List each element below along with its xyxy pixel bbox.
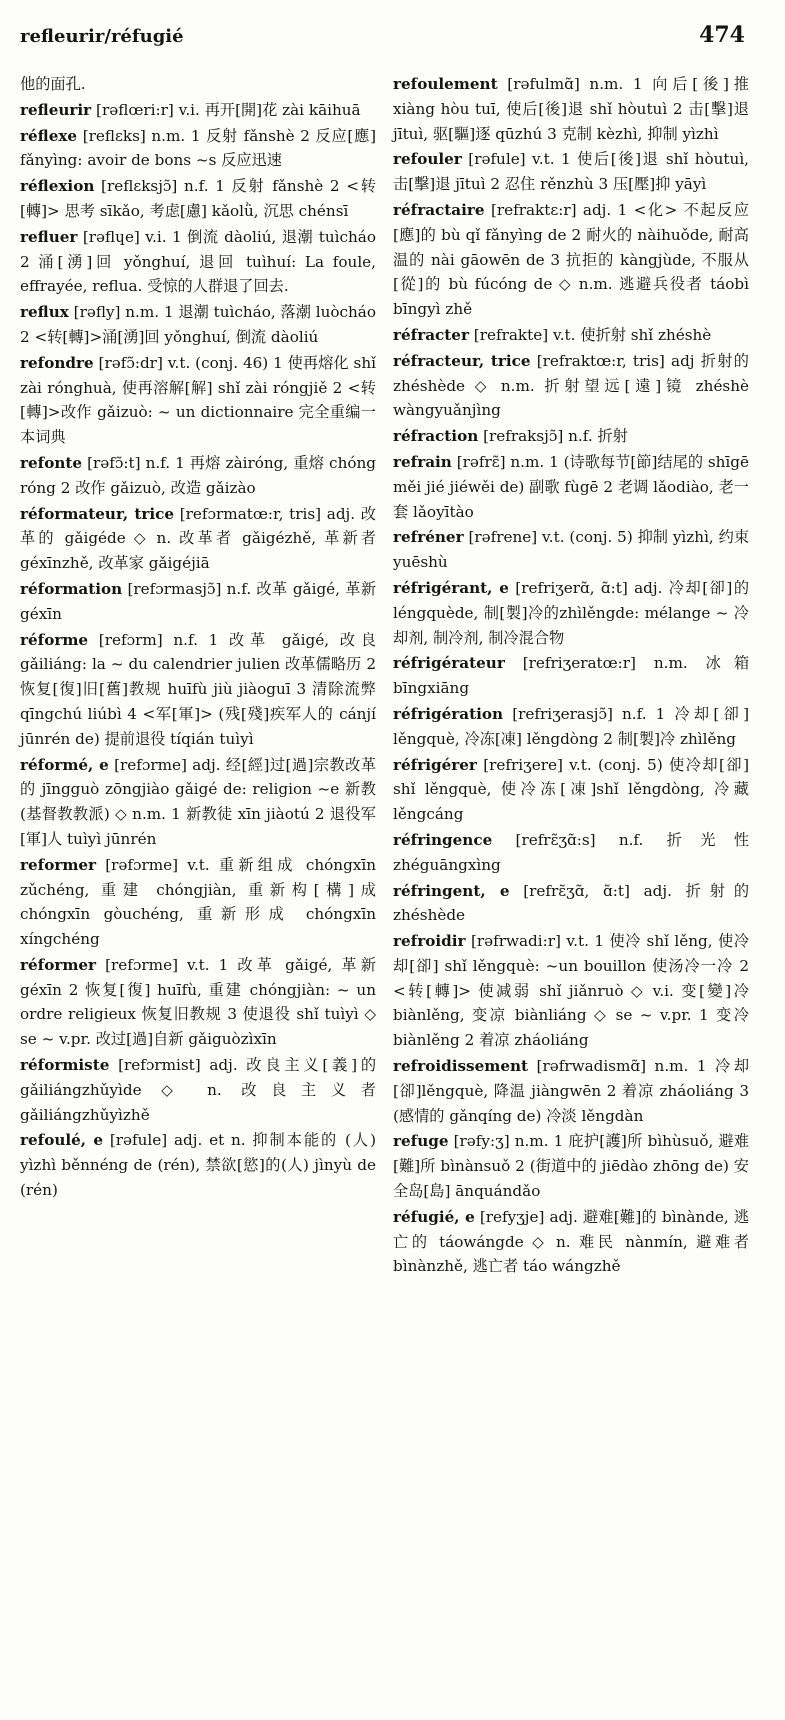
entry-definition: [rəfɔrme] v.t. 重新组成 chóngxīn zǔchéng, 重建 chóngjiàn, 重新构[構]成 chóngxīn gòuchéng, 重新形成 chóngxīn xíngchéng <box>20 855 377 949</box>
dictionary-entry <box>393 198 749 322</box>
dictionary-entry <box>393 1205 749 1279</box>
entry-definition: [refɔrmist] adj. 改良主义[義]的 gǎiliángzhǔyìde ◇ n. 改良主义者 gǎiliángzhǔyìzhě <box>20 1056 377 1124</box>
entry-definition: [rəflœri:r] v.i. 再开[開]花 zài kāihuā <box>96 100 361 119</box>
entry-definition: [rəfulmɑ̃] n.m. 1 向后[後]推 xiàng hòu tuī, 使后[後]退 shǐ hòutuì 2 击[擊]退 jītuì, 驱[驅]逐 qūzhú 3 克制 kèzhì, 抑制 yìzhì <box>393 75 749 143</box>
entry-definition: [rəflɥe] v.i. 1 倒流 dàoliú, 退潮 tuìcháo 2 涌[湧]回 yǒnghuí, 退回 tuìhuí: La foule, effrayée, reflua. 受惊的人群退了回去. <box>20 227 377 296</box>
entry-headword: réforme <box>20 630 89 649</box>
entry-headword: reformer <box>20 855 97 874</box>
dictionary-entry <box>393 525 749 575</box>
dictionary-entry <box>393 323 749 348</box>
entry-headword: réformer <box>20 955 97 974</box>
entry-headword: refuge <box>393 1132 449 1151</box>
dictionary-entry <box>20 1128 376 1202</box>
dictionary-entry <box>20 351 376 450</box>
entry-definition: [rəfy:ʒ] n.m. 1 庇护[護]所 bìhùsuǒ, 避难[難]所 bìnànsuǒ 2 (街道中的 jiēdào zhōng de) 安全岛[島] ānquándǎo <box>393 1132 750 1201</box>
dictionary-entry <box>20 451 376 501</box>
entry-headword: réformateur, trice <box>20 504 175 523</box>
entry-headword: refonte <box>20 453 83 472</box>
page-header <box>20 22 745 62</box>
entry-headword: refoulement <box>393 75 498 93</box>
dictionary-entry <box>393 72 749 146</box>
entry-definition: [refrɛ̃ʒɑ̃:s] n.f. 折光性 zhéguāngxìng <box>393 830 750 874</box>
entry-headword: refoulé, e <box>20 1131 104 1150</box>
entry-definition: [refɔrm] n.f. 1 改革 gǎigé, 改良 gǎiliáng: la ~ du calendrier julien 改革儒略历 2 恢复[復]旧[舊]教规 huīfù jiù jiàoguī 3 清除流弊 qīngchú liúbì 4 <军[軍]> (残[殘]疾军人的 cánjí jūnrén de) 提前退役 tíqián tuìyì <box>20 630 376 748</box>
entry-headword: réformiste <box>20 1056 110 1075</box>
dictionary-entry <box>393 929 749 1053</box>
entry-definition: [refriʒeratœ:r] n.m. 冰箱 bīngxiāng <box>393 654 750 698</box>
entry-headword: réfracteur, trice <box>393 351 531 370</box>
entry-headword: refouler <box>393 150 462 169</box>
entry-definition: [rəfule] adj. et n. 抑制本能的 (人) yìzhì běnnéng de (rén), 禁欲[慾]的(人) jìnyù de (rén) <box>20 1131 376 1200</box>
dictionary-entry <box>393 424 749 449</box>
entry-definition: [refɔrme] adj. 经[經]过[過]宗教改革的 jīngguò zōngjiào gǎigé de: religion ~e 新教 (基督教教派) ◇ n.m. 1 新教徒 xīn jiàotú 2 退役军[軍]人 tuìyì jūnrén <box>20 755 377 848</box>
dictionary-entry <box>393 576 749 650</box>
entry-headword: réfrigérant, e <box>393 578 509 597</box>
dictionary-entry <box>20 502 376 576</box>
entry-definition: [refrɛ̃ʒɑ̃, ɑ̃:t] adj. 折射的 zhéshède <box>393 881 750 925</box>
entry-definition: [rəfɔ̃:dr] v.t. (conj. 46) 1 使再熔化 shǐ zài rónghuà, 使再溶解[解] shǐ zài róngjiě 2 <转[轉]>改作 gǎizuò: ~ un dictionnaire 完全重编一本词典 <box>20 353 376 447</box>
entry-definition: [refyʒje] adj. 避难[難]的 bìnànde, 逃亡的 táowángde ◇ n. 难民 nànmín, 避难者 bìnànzhě, 逃亡者 táo wángzhě <box>393 1207 750 1276</box>
entry-definition: [reflɛks] n.m. 1 反射 fǎnshè 2 反应[應] fǎnyìng: avoir de bons ~s 反应迅速 <box>20 126 376 170</box>
entry-headword: réflexe <box>20 126 78 145</box>
entry-headword: refroidir <box>393 932 466 951</box>
entry-definition: [refrakte] v.t. 使折射 shǐ zhéshè <box>473 325 712 344</box>
entry-definition: [reflɛksjɔ̃] n.f. 1 反射 fǎnshè 2 <转[轉]> 思考 sīkǎo, 考虑[慮] kǎolǜ, 沉思 chénsī <box>20 177 376 220</box>
entry-headword: refrain <box>393 452 452 471</box>
entry-headword: refondre <box>20 353 94 372</box>
entry-definition: [rəfule] v.t. 1 使后[後]退 shǐ hòutuì, 击[擊]退 jītuì 2 忍住 rěnzhù 3 压[壓]抑 yāyì <box>393 150 750 194</box>
dictionary-entry <box>20 853 376 952</box>
entry-headword: reflux <box>20 303 69 322</box>
dictionary-entry <box>393 879 749 929</box>
dictionary-entry <box>20 753 376 852</box>
entry-definition: [refɔrmasjɔ̃] n.f. 改革 gǎigé, 革新 géxīn <box>20 579 377 623</box>
dictionary-entry <box>20 124 376 174</box>
entry-headword: refréner <box>393 528 464 547</box>
dictionary-entry <box>20 300 376 350</box>
entry-headword: réformation <box>20 579 123 598</box>
entry-headword: réfringence <box>393 830 493 849</box>
dictionary-entry <box>393 753 749 827</box>
entry-headword: réfringent, e <box>393 881 510 900</box>
page-number: 474 <box>699 22 745 48</box>
entry-definition: [rəfrene] v.t. (conj. 5) 抑制 yìzhì, 约束 yuēshù <box>393 528 750 572</box>
dictionary-entry <box>393 450 749 524</box>
dictionary-entry <box>20 174 376 224</box>
entry-definition: [refɔrme] v.t. 1 改革 gǎigé, 革新 géxīn 2 恢复[復] huīfù, 重建 chóngjiàn: ~ un ordre religieux 恢复旧教规 3 使退役 shǐ tuìyì ◇ se ~ v.pr. 改过[過]自新 gǎiguòzìxīn <box>20 955 376 1049</box>
entry-definition: [refriʒerɑ̃, ɑ̃:t] adj. 冷却[卻]的 léngquède, 制[製]冷的zhìlěngde: mélange ~ 冷却剂, 制冷剂, 制冷混合物 <box>393 578 750 647</box>
entry-headword: réfractaire <box>393 200 485 219</box>
entry-headword: réformé, e <box>20 755 109 774</box>
entry-headword: refluer <box>20 227 78 246</box>
entry-headword: réfracter <box>393 325 469 344</box>
entry-definition: [refriʒerasjɔ̃] n.f. 1 冷却[卻] lěngquè, 冷冻[凍] lěngdòng 2 制[製]冷 zhìlěng <box>393 704 750 748</box>
entry-definition: [rəfrwadismɑ̃] n.m. 1 冷却[卻]lěngquè, 降温 jiàngwēn 2 着凉 zháoliáng 3 (感情的 gǎnqíng de) 冷淡 lěngdàn <box>393 1057 750 1125</box>
dictionary-entry <box>20 98 376 123</box>
entry-headword: refleurir <box>20 100 92 119</box>
entry-definition: [refraktœ:r, tris] adj 折射的 zhéshède ◇ n.m. 折射望远[遠]镜 zhéshè wàngyuǎnjìng <box>393 351 749 420</box>
entry-definition: [refɔrmatœ:r, tris] adj. 改革的 gǎigéde ◇ n. 改革者 gǎigézhě, 革新者 géxīnzhě, 改革家 gǎigéjiā <box>20 504 376 573</box>
dictionary-entry <box>393 1054 749 1128</box>
entry-headword: refroidissement <box>393 1057 529 1076</box>
entry-headword: réfrigérer <box>393 755 477 774</box>
dictionary-entry <box>393 828 749 878</box>
dictionary-entry <box>393 702 749 752</box>
dictionary-entry <box>393 349 749 423</box>
dictionary-entry <box>20 953 376 1052</box>
entry-definition: [refraksjɔ̃] n.f. 折射 <box>483 427 628 446</box>
entry-definition: [rəfrɛ̃] n.m. 1 (诗歌每节[節]结尾的 shīgē měi jié jiéwěi de) 副歌 fùgē 2 老调 lǎodiào, 老一套 lǎoyītào <box>393 452 750 521</box>
dictionary-entry <box>20 577 376 627</box>
left-column <box>20 72 376 1204</box>
dictionary-entry <box>393 147 749 197</box>
entry-definition: [rəfrwadi:r] v.t. 1 使冷 shǐ lěng, 使冷却[卻] shǐ lěngquè: ~un bouillon 使汤冷一冷 2 <转[轉]> 使减弱 shǐ jiǎnruò ◇ v.i. 变[變]冷 biànlěng, 变凉 biànliáng ◇ se ~ v.pr. 1 变冷 biànlěng 2 着凉 zháoliáng <box>393 932 750 1050</box>
entry-headword: réfugié, e <box>393 1207 475 1226</box>
dictionary-entry <box>20 225 376 299</box>
dictionary-entry <box>393 1129 749 1203</box>
entry-definition: [rəfly] n.m. 1 退潮 tuìcháo, 落潮 luòcháo 2 <转[轉]>涌[湧]回 yǒnghuí, 倒流 dàoliú <box>20 303 376 346</box>
entry-headword: réfrigérateur <box>393 654 505 673</box>
entry-headword: réfrigération <box>393 704 504 723</box>
entry-definition: 他的面孔. <box>20 75 86 93</box>
entry-definition: [rəfɔ̃:t] n.f. 1 再熔 zàiróng, 重熔 chóng róng 2 改作 gǎizuò, 改造 gǎizào <box>20 453 376 497</box>
dictionary-entry <box>20 72 376 97</box>
dictionary-entry <box>393 651 749 701</box>
right-column <box>393 72 749 1280</box>
entry-headword: réflexion <box>20 177 95 196</box>
entry-definition: [refriʒere] v.t. (conj. 5) 使冷却[卻] shǐ lěngquè, 使冷冻[凍]shǐ lěngdòng, 冷藏 lěngcáng <box>393 755 749 824</box>
dictionary-entry <box>20 1053 376 1127</box>
entry-definition: [refraktɛ:r] adj. 1 <化> 不起反应[應]的 bù qǐ fǎnyìng de 2 耐火的 nàihuǒde, 耐高温的 nài gāowēn de 3 抗拒的 kàngjùde, 不服从[從]的 bù fúcóng de ◇ n.m. 逃避兵役者 táobì bīngyì zhě <box>393 200 750 319</box>
guide-words: refleurir/réfugié <box>20 26 184 47</box>
entry-headword: réfraction <box>393 427 479 446</box>
dictionary-entry <box>20 628 376 752</box>
